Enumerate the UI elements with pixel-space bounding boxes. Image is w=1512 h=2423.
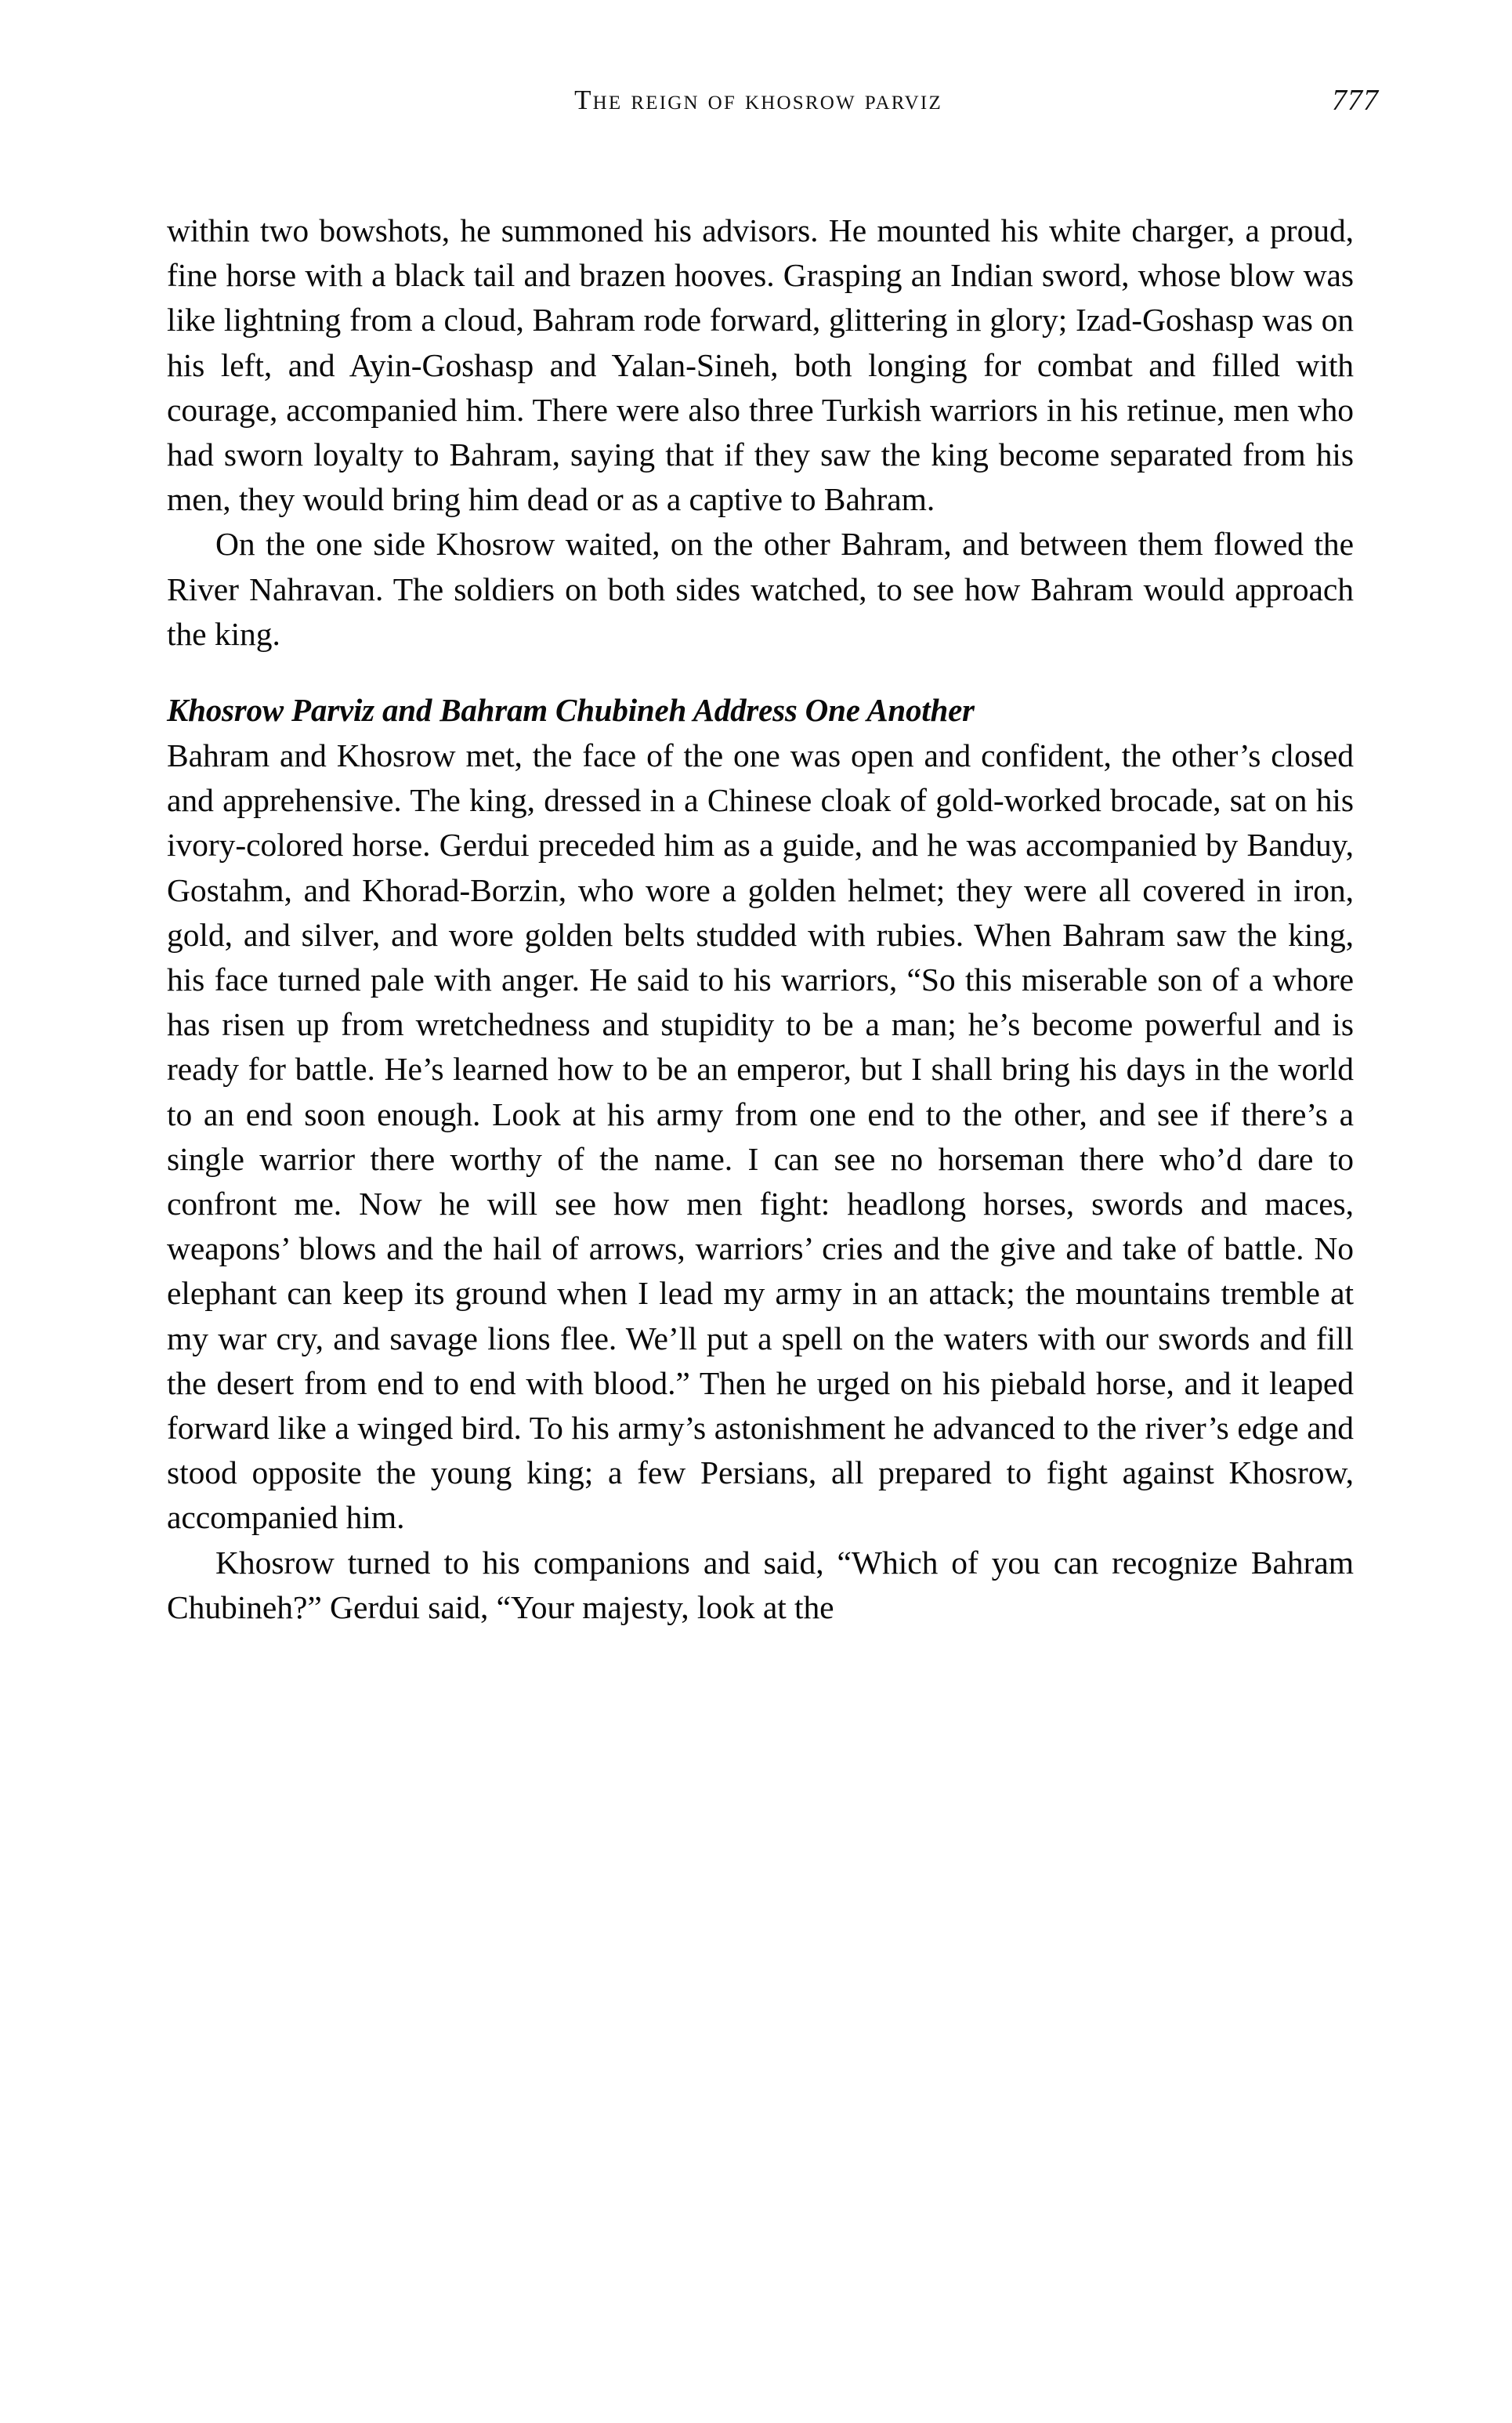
page-number: 777 bbox=[1332, 84, 1379, 117]
paragraph: Bahram and Khosrow met, the face of the one was open and confident, the other’s closed and apprehensive. The king, dressed in a Chinese cloak of gold-worked brocade, sat on his ivory-colored horse. Gerdui preceded him as a guide, and he was accompanied by Banduy, Gostahm, and Khorad-Borzin, who wore a golden helmet; they were all covered in iron, gold, and silver, and wore golden belts studded with rubies. When Bahram saw the king, his face turned pale with anger. He said to his warriors, “So this miserable son of a whore has risen up from wretchedness and stupidity to be a man; he’s become powerful and is ready for battle. He’s learned how to be an emperor, but I shall bring his days in the world to an end soon enough. Look at his army from one end to the other, and see if there’s a single warrior there worthy of the name. I can see no horseman there who’d dare to confront me. Now he will see how men fight: headlong horses, swords and maces, weapons’ blows and the hail of arrows, warriors’ cries and the give and take of battle. No elephant can keep its ground when I lead my army in an attack; the mountains tremble at my war cry, and savage lions flee. We’ll put a spell on the waters with our swords and fill the desert from end to end with blood.” Then he urged on his piebald horse, and it leaped forward like a winged bird. To his army’s astonishment he advanced to the river’s edge and stood opposite the young king; a few Persians, all prepared to fight against Khosrow, accompanied him. bbox=[167, 737, 1354, 1536]
paragraph: On the one side Khosrow waited, on the other Bahram, and between them flowed the River Nahravan. The soldiers on both sides watched, to see how Bahram would approach the king. bbox=[167, 526, 1354, 652]
running-head bbox=[167, 85, 1350, 132]
paragraph-continuation: within two bowshots, he summoned his advisors. He mounted his white charger, a proud, fine horse with a black tail and brazen hooves. Grasping an Indian sword, whose blow was like lightning from a cloud, Bahram rode forward, glittering in glory; Izad-Goshasp was on his left, and Ayin-Goshasp and Yalan-Sineh, both longing for combat and filled with courage, accompanied him. There were also three Turkish warriors in his retinue, men who had sworn loyalty to Bahram, saying that if they saw the king become separated from his men, they would bring him dead or as a captive to Bahram. bbox=[167, 212, 1354, 518]
paragraph-incomplete: Khosrow turned to his companions and said, “Which of you can recognize Bahram Chubineh?” Gerdui said, “Your majesty, look at the bbox=[167, 1544, 1354, 1625]
running-head-title: The reign of khosrow parviz bbox=[574, 85, 942, 115]
section-heading: Khosrow Parviz and Bahram Chubineh Address One Another bbox=[167, 692, 975, 729]
text-block bbox=[167, 208, 1354, 1630]
